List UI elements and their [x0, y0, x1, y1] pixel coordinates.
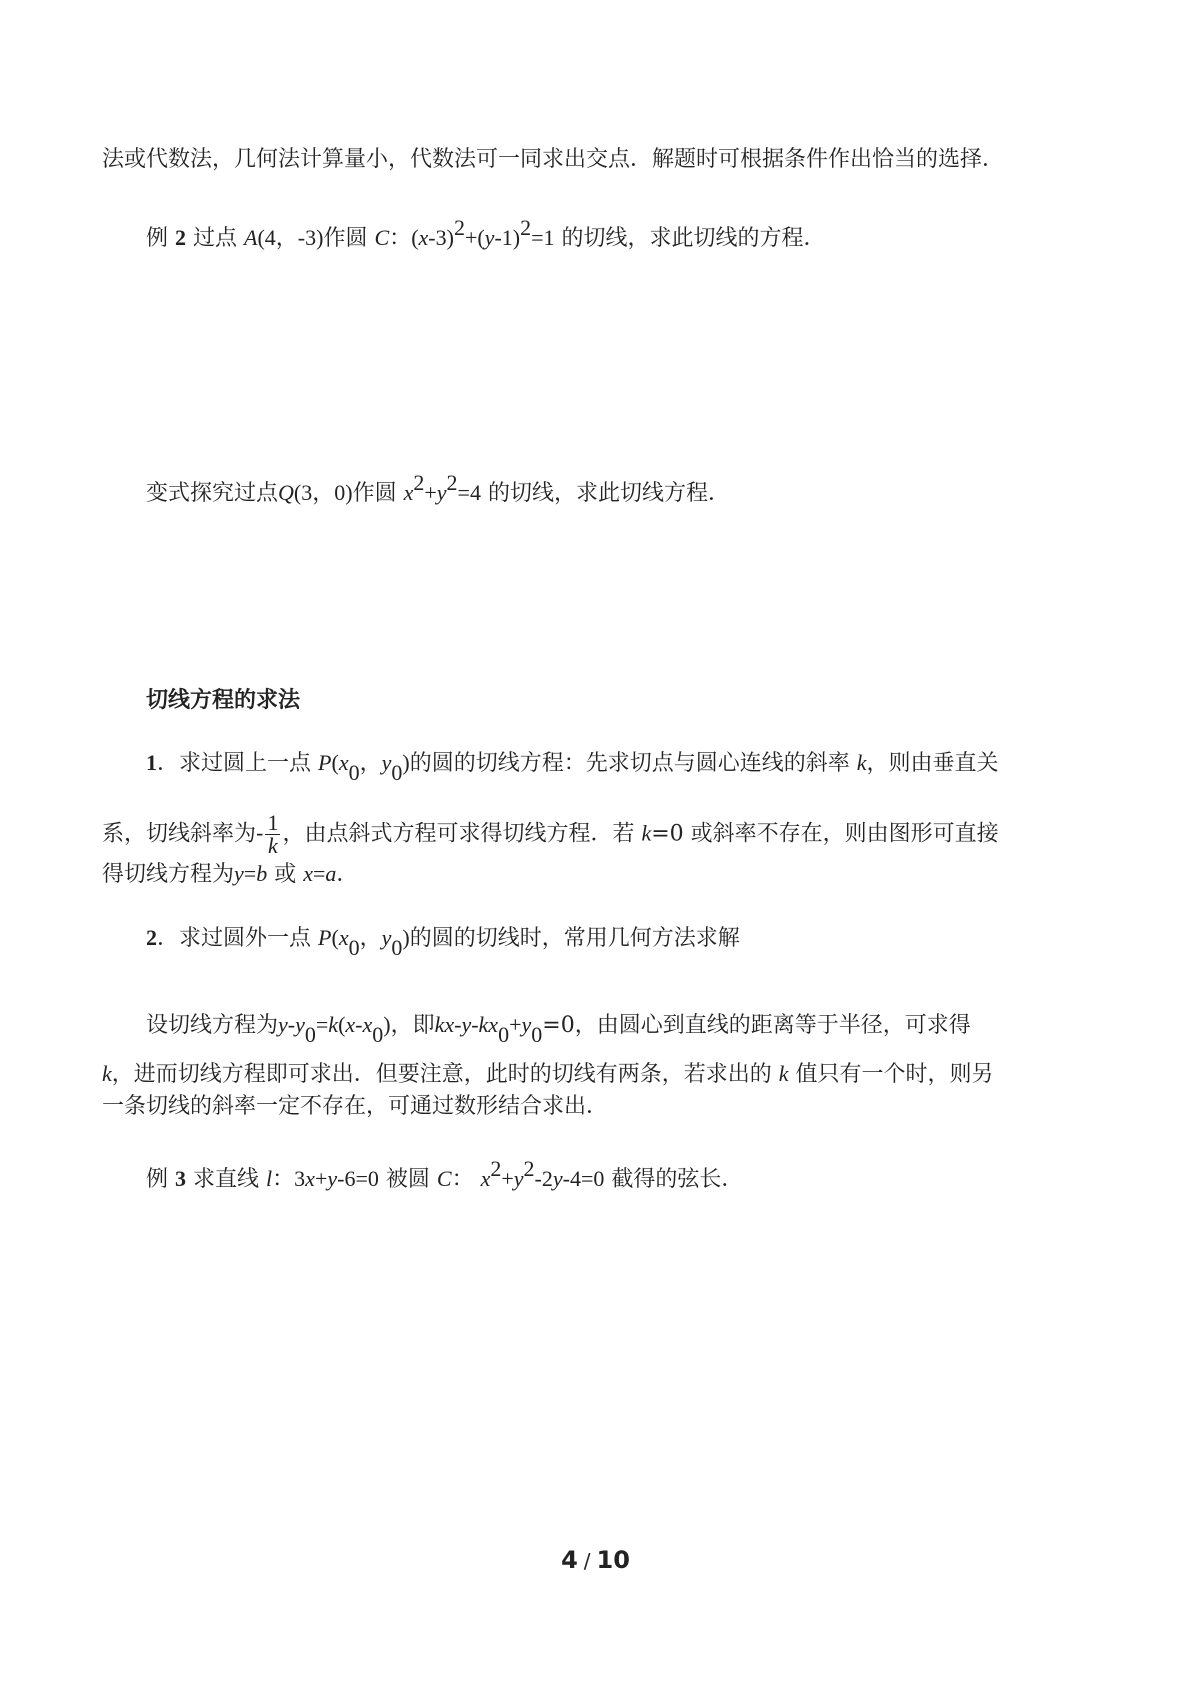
- tangent-method-line-2: k，进而切线方程即可求出．但要注意，此时的切线有两条，若求出的 k 值只有一个时，则另: [102, 1061, 994, 1087]
- item-1-line-1: 1．求过圆上一点 $P(x_0$，$y_0$)的圆的切线方程：先求切点与圆心连线的斜率 k，则由垂直关: [146, 750, 999, 785]
- item-2: 2．求过圆外一点 $P(x_0$，$y_0$)的圆的切线时，常用几何方法求解: [146, 925, 740, 960]
- item-1-line-2: 系，切线斜率为- $\frac{1}{k}$ ，由点斜式方程可求得切线方程．若 k=0 或斜率不存在，则由图形可直接: [102, 810, 999, 858]
- tangent-method-line-1: 设切线方程为$y-y_0=k(x-x_0)$，即$kx-y-kx_0+y_0=0$，由圆心到直线的距离等于半径，可求得: [146, 1012, 971, 1047]
- fraction-one-over-k: $\frac{1}{k}$: [267, 810, 279, 858]
- item-1-line-3: 得切线方程为y=b 或 x=a．: [102, 861, 359, 887]
- example-2: 例 2 过点 A(4，-3)作圆 C：$(x-3)^2+(y-1)^2=1$ 的切线，求此切线的方程．: [146, 215, 826, 251]
- page-number: 4 / 10: [561, 1546, 630, 1574]
- example-3: 例 3 求直线 l：3x+y-6=0 被圆 C： $x^2+y^2-2y-4=0$ 截得的弦长．: [146, 1156, 744, 1192]
- paragraph-geometry-vs-algebra: 法或代数法，几何法计算量小，代数法可一同求出交点．解题时可根据条件作出恰当的选择．: [102, 147, 1005, 172]
- section-heading: 切线方程的求法: [146, 687, 301, 713]
- tangent-method-line-3: 一条切线的斜率一定不存在，可通过数形结合求出．: [102, 1094, 609, 1119]
- variant-exercise: 变式探究过点Q(3，0)作圆 $x^2+y^2=4$ 的切线，求此切线方程．: [146, 470, 730, 506]
